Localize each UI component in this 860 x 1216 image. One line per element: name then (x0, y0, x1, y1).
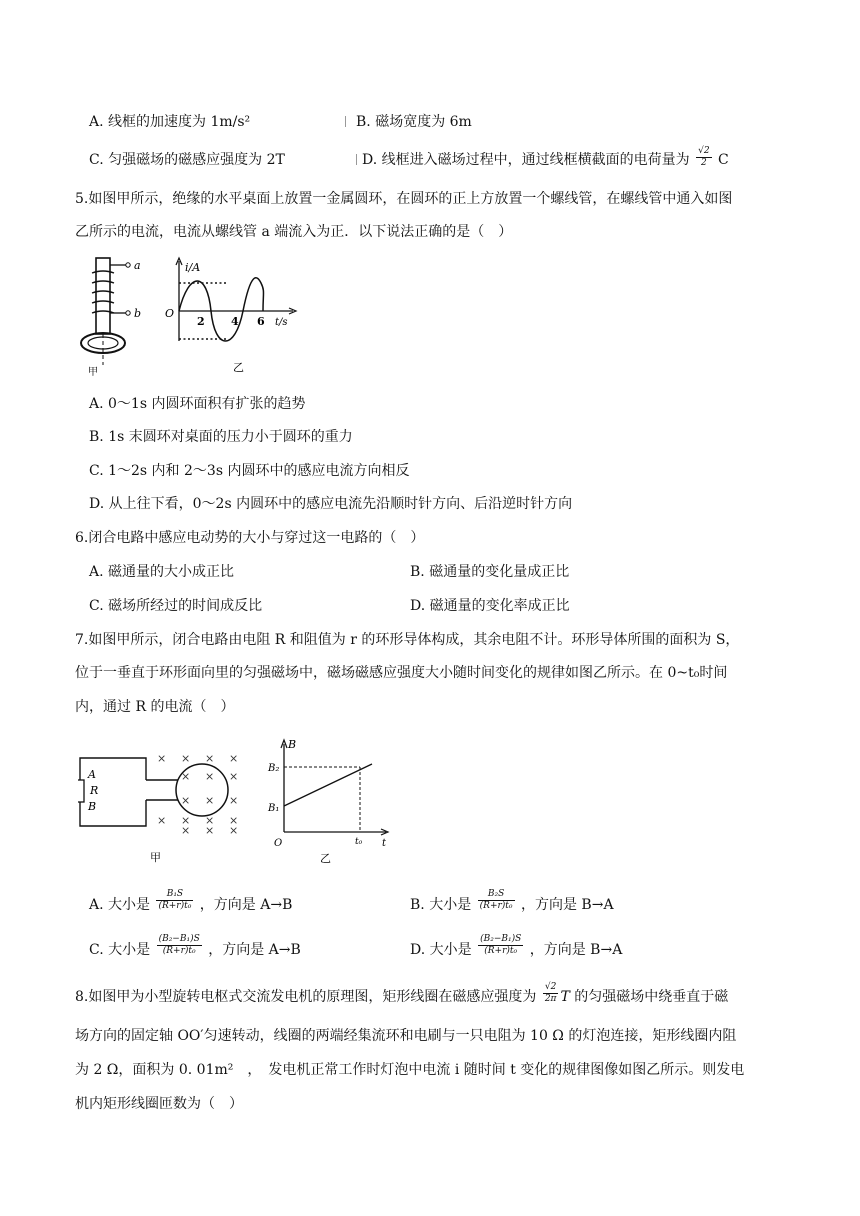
q4-option-d-prefix: D. 线框进入磁场过程中，通过线框横截面的电荷量为 (362, 152, 690, 168)
figure-caption-yi: 乙 (233, 361, 244, 374)
q6-option-b: B. 磁通量的变化量成正比 (410, 564, 570, 580)
q8-stem-line4: 机内矩形线圈匝数为（ ） (75, 1096, 243, 1112)
fraction-denominator: (R+r)t₀ (162, 945, 196, 956)
field-fraction (543, 982, 559, 1005)
svg-text:×: × (229, 824, 239, 837)
origin-label: O (274, 838, 283, 849)
figure-caption-yi: 乙 (320, 852, 331, 865)
q7-stem-line2: 位于一垂直于环形面向里的匀强磁场中，磁场磁感应强度大小随时间变化的规律如图乙所示。在 0~t₀时间 (75, 665, 728, 681)
option-separator (345, 116, 346, 127)
svg-text:×: × (181, 752, 191, 765)
svg-text:×: × (205, 752, 215, 765)
current-curve (179, 278, 264, 341)
label-A: A (88, 768, 96, 781)
q5-option-d: D. 从上往下看，0～2s 内圆环中的感应电流先沿顺时针方向、后沿逆时针方向 (89, 496, 573, 512)
q5-option-a: A. 0～1s 内圆环面积有扩张的趋势 (89, 396, 306, 412)
option-separator (356, 154, 357, 165)
q7-stem-line3: 内，通过 R 的电流（ ） (75, 699, 235, 715)
option-suffix: ，方向是 B→A (520, 897, 614, 913)
b2-label: B₂ (268, 763, 280, 774)
current-fraction (157, 934, 202, 957)
q6-option-a: A. 磁通量的大小成正比 (89, 564, 235, 580)
q8-unit: T (560, 989, 570, 1005)
svg-text:×: × (229, 752, 239, 765)
option-suffix: ，方向是 A→B (208, 942, 301, 958)
q8-line1-a: 8.如图甲为小型旋转电枢式交流发电机的原理图，矩形线圈在磁感应强度为 (75, 989, 537, 1005)
q7-figure-jia (78, 748, 248, 868)
tick-label-2: 2 (197, 315, 205, 328)
fraction-numerator: B₂S (478, 889, 515, 901)
t0-label: t₀ (355, 837, 363, 847)
terminal-label-b: b (134, 307, 142, 320)
q5-option-c: C. 1～2s 内和 2～3s 内圆环中的感应电流方向相反 (89, 463, 410, 479)
b1-label: B₁ (268, 803, 280, 814)
q6-option-d: D. 磁通量的变化率成正比 (410, 598, 570, 614)
option-prefix: A. 大小是 (89, 897, 151, 913)
svg-text:×: × (181, 770, 191, 783)
fraction-denominator: 2π (544, 993, 557, 1004)
figure-caption-jia: 甲 (150, 851, 161, 864)
svg-text:×: × (205, 824, 215, 837)
fraction-denominator: 2 (700, 157, 707, 168)
svg-text:×: × (229, 770, 239, 783)
tick-label-4: 4 (231, 315, 239, 328)
option-prefix: B. 大小是 (410, 897, 472, 913)
q7-figure-yi (266, 734, 396, 866)
option-suffix: ，方向是 B→A (529, 942, 623, 958)
q4-option-c: C. 匀强磁场的磁感应强度为 2T (89, 152, 285, 168)
fraction-numerator: B₁S (156, 889, 193, 901)
svg-text:×: × (229, 794, 239, 807)
label-B: B (88, 800, 97, 813)
fraction-numerator: (B₂−B₁)S (480, 933, 522, 944)
svg-text:×: × (181, 814, 191, 827)
q4-option-b: B. 磁场宽度为 6m (356, 114, 472, 130)
x-axis-label: t/s (275, 317, 288, 328)
q5-figure-jia (78, 253, 158, 378)
fraction-numerator: √2 (543, 982, 559, 994)
charge-fraction (696, 146, 711, 169)
svg-text:×: × (205, 814, 215, 827)
q5-stem-line1: 5.如图甲所示，绝缘的水平桌面上放置一金属圆环，在圆环的正上方放置一个螺线管，在螺线管中通入如图 (75, 191, 733, 207)
solenoid-core (96, 258, 110, 334)
origin-label: O (165, 307, 175, 320)
q6-option-c: C. 磁场所经过的时间成反比 (89, 598, 263, 614)
current-fraction (156, 889, 193, 912)
svg-text:×: × (181, 824, 191, 837)
label-R: R (90, 784, 99, 797)
q7-stem-line1: 7.如图甲所示，闭合电路由电阻 R 和阻值为 r 的环形导体构成，其余电阻不计。环形导体所围的面积为 S， (75, 632, 740, 648)
terminal-b (126, 311, 130, 315)
terminal-a (126, 263, 130, 267)
svg-text:×: × (181, 794, 191, 807)
current-fraction (478, 889, 515, 912)
figure-caption-jia: 甲 (88, 367, 98, 378)
b-line (284, 764, 372, 806)
svg-text:×: × (229, 814, 239, 827)
q8-stem-line3: 为 2 Ω，面积为 0. 01m² ， 发电机正常工作时灯泡中电流 i 随时间 t 变化的规律图像如图乙所示。则发电 (75, 1062, 745, 1078)
q7-option-c (89, 933, 301, 959)
resistor-R (78, 780, 84, 802)
q8-stem-line1 (75, 981, 729, 1006)
svg-text:×: × (157, 752, 167, 765)
svg-text:×: × (205, 770, 215, 783)
q4-option-a: A. 线框的加速度为 1m/s² (89, 114, 251, 130)
x-axis-label: t (382, 838, 387, 849)
q8-stem-line2: 场方向的固定轴 OO′匀速转动，线圈的两端经集流环和电刷与一只电阻为 10 Ω 的灯泡连接，矩形线圈内阻 (75, 1028, 737, 1044)
option-suffix: ，方向是 A→B (199, 897, 293, 913)
q8-line1-b: 的匀强磁场中绕垂直于磁 (574, 989, 729, 1005)
q4-option-d-unit: C (718, 152, 729, 168)
svg-text:×: × (157, 814, 167, 827)
q4-option-d (362, 145, 729, 169)
option-prefix: D. 大小是 (410, 942, 472, 958)
q7-option-b (410, 888, 614, 914)
fraction-denominator: (R+r)t₀ (484, 945, 518, 956)
q6-stem: 6.闭合电路中感应电动势的大小与穿过这一电路的（ ） (75, 530, 425, 546)
fraction-denominator: (R+r)t₀ (158, 900, 192, 911)
y-axis-label: B (288, 738, 297, 751)
fraction-numerator: √2 (698, 145, 710, 156)
q5-figure-yi (165, 253, 315, 378)
q5-option-b: B. 1s 末圆环对桌面的压力小于圆环的重力 (89, 429, 353, 445)
q7-option-d (410, 933, 623, 959)
option-prefix: C. 大小是 (89, 942, 151, 958)
svg-text:×: × (205, 794, 215, 807)
q7-option-a (89, 888, 293, 914)
fraction-numerator: (B₂−B₁)S (158, 933, 200, 944)
current-fraction (478, 934, 523, 957)
fraction-denominator: (R+r)t₀ (479, 900, 513, 911)
q5-stem-line2: 乙所示的电流，电流从螺线管 a 端流入为正．以下说法正确的是（ ） (75, 224, 513, 240)
terminal-label-a: a (134, 259, 141, 272)
tick-label-6: 6 (257, 315, 265, 328)
y-axis-label: i/A (185, 261, 201, 274)
